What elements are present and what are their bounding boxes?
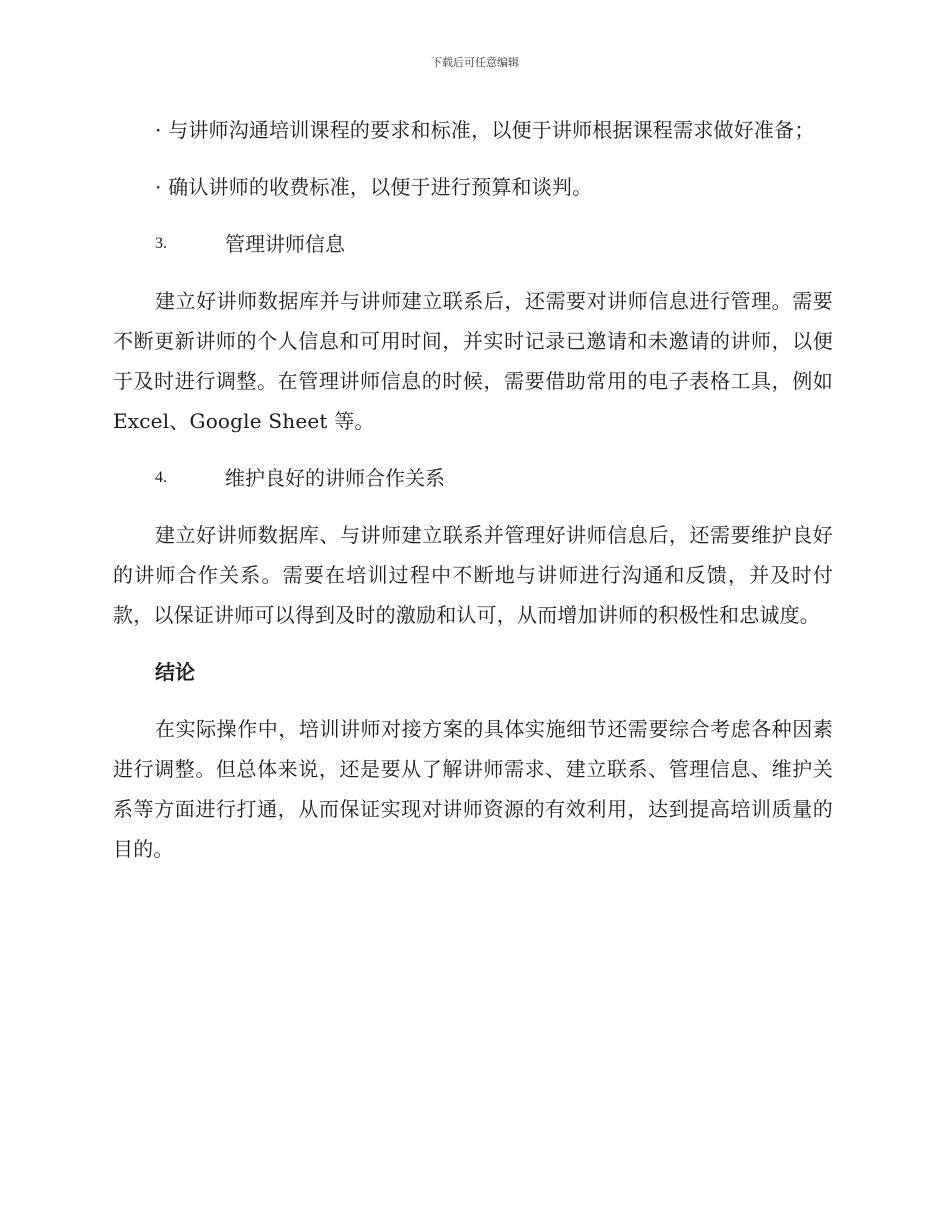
bullet-item-fees: · 确认讲师的收费标准，以便于进行预算和谈判。 xyxy=(155,175,593,199)
bullet-item-requirements: · 与讲师沟通培训课程的要求和标准，以便于讲师根据课程需求做好准备； xyxy=(155,118,815,142)
section-number: 4. xyxy=(155,469,167,486)
page-header: 下载后可任意编辑 xyxy=(431,56,519,69)
section-heading-text: 管理讲师信息 xyxy=(225,232,345,256)
section-heading-manage-info xyxy=(113,224,833,264)
conclusion-title: 结论 xyxy=(155,660,195,684)
paragraph-maintain-relations: 建立好讲师数据库、与讲师建立联系并管理好讲师信息后，还需要维护良好的讲师合作关系。需要在培训过程中不断地与讲师进行沟通和反馈，并及时付款，以保证讲师可以得到及时的激励和认可，从而增加讲师的积极性和忠诚度。 xyxy=(113,523,833,627)
paragraph-manage-info: 建立好讲师数据库并与讲师建立联系后，还需要对讲师信息进行管理。需要不断更新讲师的个人信息和可用时间，并实时记录已邀请和未邀请的讲师，以便于及时进行调整。在管理讲师信息的时候，需要借助常用的电子表格工具，例如 Excel、Google Sheet 等。 xyxy=(113,289,833,433)
section-number: 3. xyxy=(155,235,167,252)
document-body xyxy=(113,110,833,886)
section-heading-maintain-relations xyxy=(113,458,833,498)
section-heading-text: 维护良好的讲师合作关系 xyxy=(225,466,445,490)
paragraph-conclusion: 在实际操作中，培训讲师对接方案的具体实施细节还需要综合考虑各种因素进行调整。但总体来说，还是要从了解讲师需求、建立联系、管理信息、维护关系等方面进行打通，从而保证实现对讲师资源的有效利用，达到提高培训质量的目的。 xyxy=(113,717,833,861)
